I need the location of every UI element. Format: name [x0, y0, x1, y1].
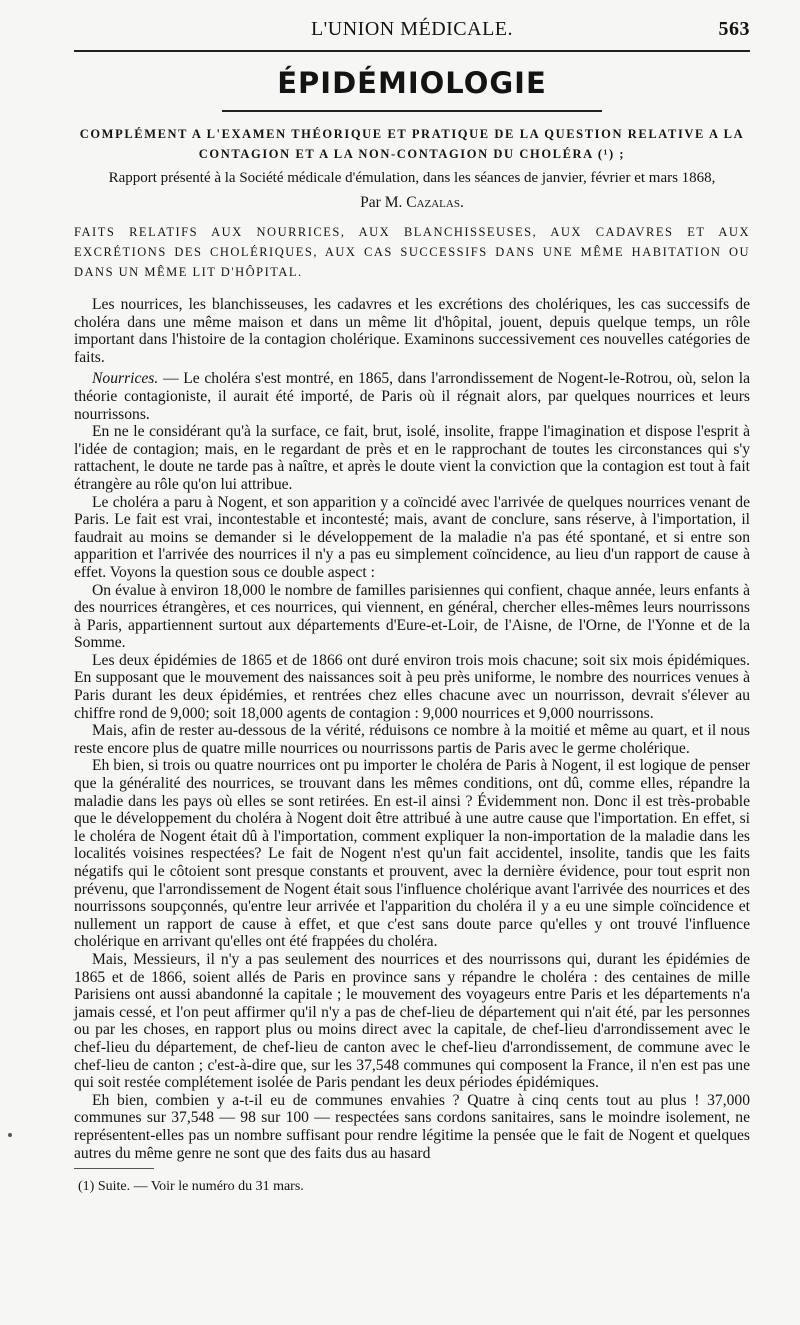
running-head	[74, 14, 750, 44]
article-body	[74, 296, 750, 1162]
margin-mark	[8, 1133, 12, 1137]
paragraph: Les deux épidémies de 1865 et de 1866 ont duré environ trois mois chacune; soit six mois épidémiques. En supposant que le mouvement des naissances soit à peu près uniforme, le nombre des nourrices venues à Paris durant les deux épidémies, et rentrées chez elles chacune avec un nourrisson, devrait s'élever au chiffre rond de 9,000; soit 18,000 agents de contagion : 9,000 nourrices et 9,000 nourrissons.	[74, 651, 750, 722]
paragraph: On évalue à environ 18,000 le nombre de familles parisiennes qui confient, chaque année, leurs enfants à des nourrices étrangères, et ces nourrices, qui viennent, en général, chercher elles-mêmes leurs nourrissons à Paris, appartiennent surtout aux départements d'Eure-et-Loir, de l'Aisne, de l'Orne, de l'Yonne et de la Somme.	[74, 581, 750, 652]
paragraph-text: — Le choléra s'est montré, en 1865, dans l'arrondissement de Nogent-le-Rotrou, où, selon la théorie contagioniste, il aurait été importé, de Paris où il régnait alors, par quelques nourrices et leurs nourrissons.	[74, 370, 750, 423]
paragraph: Eh bien, si trois ou quatre nourrices ont pu importer le choléra de Paris à Nogent, il est logique de penser que la généralité des nourrices, se trouvant dans les mêmes conditions, ont dû, comme elles, répandre la maladie dans les pays où elles se sont retirées. En est-il ainsi ? Évidemment non. Donc il est très-probable que le développement du choléra à Nogent doit être attribué à une autre cause que l'importation. En effet, si le choléra de Nogent était dû à l'importation, comment expliquer la non-importation de la maladie dans les localités voisines respectées? Le fait de Nogent n'est qu'un fait accidentel, insolite, tandis que les faits négatifs qui le côtoient sont presque constants et prouvent, avec la dernière évidence, pour tout esprit non prévenu, que l'arrondissement de Nogent était sous l'influence cholérique avant l'arrivée des nourrices et des nourrissons soupçonnés, qu'entre leur arrivée et l'apparition du choléra il y a eu une simple coïncidence et nullement un rapport de cause à effet, et que c'est sans doute parce qu'elles y ont trouvé l'influence cholérique en arrivant qu'elles ont été frappées du choléra.	[74, 757, 750, 951]
footnote: (1) Suite. — Voir le numéro du 31 mars.	[78, 1179, 304, 1195]
paragraph: En ne le considérant qu'à la surface, ce fait, brut, isolé, insolite, frappe l'imagination et dispose l'esprit à l'idée de contagion; mais, en le regardant de près et en le rapprochant de toutes les circonstances qui s'y rattachent, le doute ne tarde pas à naître, et après le doute vient la conviction que la contagion est tout à fait étrangère au rôle qu'on lui attribue.	[74, 423, 750, 493]
paragraph: Eh bien, combien y a-t-il eu de communes envahies ? Quatre à cinq cents tout au plus ! 37,000 communes sur 37,548 — 98 sur 100 — respectées sans cordons sanitaires, sans le moindre isolement, ne représentent-elles pas un nombre suffisant pour rendre légitime la pensée que le fait de Nogent et quelques autres du même genre ne sont que des faits dus au hasard	[74, 1091, 750, 1162]
journal-title: L'UNION MÉDICALE.	[310, 18, 514, 40]
page-number: 563	[718, 18, 750, 40]
paragraph: Mais, afin de rester au-dessous de la vérité, réduisons ce nombre à la moitié et même au quart, et il nous reste encore plus de quatre mille nourrices ou nourrissons partis de Paris avec le germe cholérique.	[74, 722, 750, 757]
author-name: Cazalas.	[406, 194, 464, 211]
paragraph: Le choléra a paru à Nogent, et son apparition y a coïncidé avec l'arrivée de quelques nourrices venant de Paris. Le fait est vrai, incontestable et incontesté; mais, avant de conclure, sans réserve, à l'importation, il faudrait au moins se demander si le développement de la maladie n'a pas été spontané, et si entre son apparition et l'arrivée des nourrices il n'y a pas eu simplement coïncidence, au lieu d'un rapport de cause à effet. Voyons la question sous ce double aspect :	[74, 493, 750, 581]
author-prefix: Par M.	[360, 194, 403, 211]
section-title: ÉPIDÉMIOLOGIE	[277, 66, 547, 100]
header-rule	[74, 50, 750, 52]
author-line	[74, 194, 750, 212]
article-title: COMPLÉMENT A L'EXAMEN THÉORIQUE ET PRATIQUE DE LA QUESTION RELATIVE A LA CONTAGION ET A LA NON-CONTAGION DU CHOLÉRA (¹) ;	[79, 127, 745, 161]
paragraph: Mais, Messieurs, il n'y a pas seulement des nourrices et des nourrissons qui, durant les épidémies de 1865 et de 1866, soient allés de Paris en province sans y répandre le choléra : des centaines de mille Parisiens ont aussi abandonné la capitale ; le mouvement des voyageurs entre Paris et les départements n'a jamais cessé, et l'on peut affirmer qu'il n'y a pas de chef-lieu de département qui n'ait été, par les personnes ou par les choses, en rapport plus ou moins direct avec la capitale, de chef-lieu d'arrondissement avec le chef-lieu du département, de chef-lieu de canton avec le chef-lieu d'arrondissement, de commune avec le chef-lieu de canton ; c'est-à-dire que, sur les 37,548 communes qui composent la France, il n'en est pas une qui soit restée complétement isolée de Paris pendant les deux périodes épidémiques.	[74, 950, 750, 1092]
footnote-rule	[74, 1168, 154, 1169]
paragraph	[74, 370, 750, 423]
title-rule	[222, 110, 602, 112]
paragraph-lead: Nourrices.	[92, 370, 159, 388]
paragraph: Les nourrices, les blanchisseuses, les cadavres et les excrétions des cholériques, les cas successifs de choléra dans une même maison et dans un même lit d'hôpital, jouent, depuis quelque temps, un rôle important dans l'histoire de la contagion cholérique. Examinons successivement ces nouvelles catégories de faits.	[74, 296, 750, 366]
report-line: Rapport présenté à la Société médicale d'émulation, dans les séances de janvier, février et mars 1868,	[108, 170, 716, 186]
subsection-heading: FAITS RELATIFS AUX NOURRICES, AUX BLANCHISSEUSES, AUX CADAVRES ET AUX EXCRÉTIONS DES CHOLÉRIQUES, AUX CAS SUCCESSIFS DANS UNE MÊME HABITATION OU DANS UN MÊME LIT D'HÔPITAL.	[74, 225, 750, 279]
